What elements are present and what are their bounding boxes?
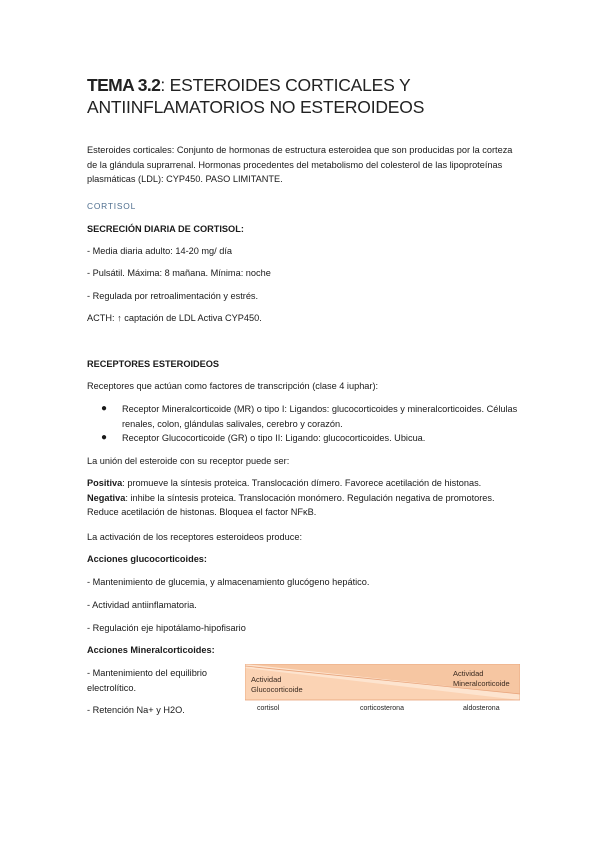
cortisol-heading: CORTISOL bbox=[87, 201, 137, 211]
activacion-line: La activación de los receptores esteroideos produce: bbox=[87, 532, 303, 542]
secrecion-item-3: - Regulada por retroalimentación y estrés. bbox=[87, 291, 259, 301]
x-label-corticosterona: corticosterona bbox=[360, 705, 404, 712]
positiva-label: Positiva bbox=[87, 478, 123, 488]
receptores-heading: RECEPTORES ESTEROIDEOS bbox=[87, 359, 220, 369]
title-rest: : ESTEROIDES CORTICALES Y ANTIINFLAMATORIOS NO ESTEROIDEOS bbox=[87, 75, 425, 117]
activity-diagram-svg bbox=[245, 664, 520, 712]
activity-diagram bbox=[245, 664, 520, 712]
acciones-gluco-item-1: - Mantenimiento de glucemia, y almacenamiento glucógeno hepático. bbox=[87, 577, 370, 587]
negativa-label: Negativa bbox=[87, 492, 126, 503]
bullet-icon: ● bbox=[101, 432, 108, 443]
secrecion-heading: SECRECIÓN DIARIA DE CORTISOL: bbox=[87, 224, 244, 234]
secrecion-item-2: - Pulsátil. Máxima: 8 mañana. Mínima: noche bbox=[87, 268, 271, 278]
secrecion-item-1: - Media diaria adulto: 14-20 mg/ día bbox=[87, 246, 233, 256]
gluco-label-2: Glucocorticoide bbox=[251, 685, 303, 694]
receptor-bullet-text: Receptor Mineralcorticoide (MR) o tipo I: Ligandos: glucocorticoides y mineralcorticoides. Células renales, colon, glándulas salivales, cerebro y corazón. bbox=[122, 404, 518, 429]
x-label-aldosterona: aldosterona bbox=[463, 705, 500, 712]
acciones-mineral-heading: Acciones Mineralcorticoides: bbox=[87, 645, 215, 655]
x-label-cortisol: cortisol bbox=[257, 705, 280, 712]
acciones-mineral-item-1: - Mantenimiento del equilibrio electrolítico. bbox=[87, 668, 208, 693]
receptores-intro: Receptores que actúan como factores de transcripción (clase 4 iuphar): bbox=[87, 381, 379, 391]
union-line: La unión del esteroide con su receptor puede ser: bbox=[87, 456, 290, 466]
mineral-label-2: Mineralcorticoide bbox=[453, 679, 510, 688]
title-bold: TEMA 3.2 bbox=[87, 75, 161, 95]
mineral-label-1: Actividad bbox=[453, 669, 484, 678]
acciones-gluco-heading: Acciones glucocorticoides: bbox=[87, 554, 207, 564]
acth-line: ACTH: ↑ captación de LDL Activa CYP450. bbox=[87, 313, 262, 323]
gluco-label-1: Actividad bbox=[251, 675, 282, 684]
positiva-text: : promueve la síntesis proteica. Translocación dímero. Favorece acetilación de histonas. bbox=[122, 478, 482, 488]
acciones-gluco-item-2: - Actividad antiinflamatoria. bbox=[87, 600, 197, 610]
acciones-gluco-item-3: - Regulación eje hipotálamo-hipofisario bbox=[87, 623, 246, 633]
page-title bbox=[87, 74, 527, 118]
acciones-mineral-item-2: - Retención Na+ y H2O. bbox=[87, 705, 185, 715]
bullet-icon: ● bbox=[101, 403, 108, 414]
receptor-bullet-text: Receptor Glucocorticoide (GR) o tipo II: Ligando: glucocorticoides. Ubicua. bbox=[122, 433, 426, 443]
negativa-text: : inhibe la síntesis proteica. Translocación monómero. Regulación negativa de promotores. Reduce acetilación de histonas. Bloquea el factor NFκB. bbox=[87, 492, 495, 517]
intro-paragraph: Esteroides corticales: Conjunto de hormonas de estructura esteroidea que son producidas por la corteza de la glándula suprarrenal. Hormonas procedentes del metabolismo del colesterol de las lipoproteínas plasmáticas (LDL): CYP450. PASO LIMITANTE. bbox=[87, 145, 513, 184]
positiva-negativa-paragraph bbox=[87, 476, 522, 520]
